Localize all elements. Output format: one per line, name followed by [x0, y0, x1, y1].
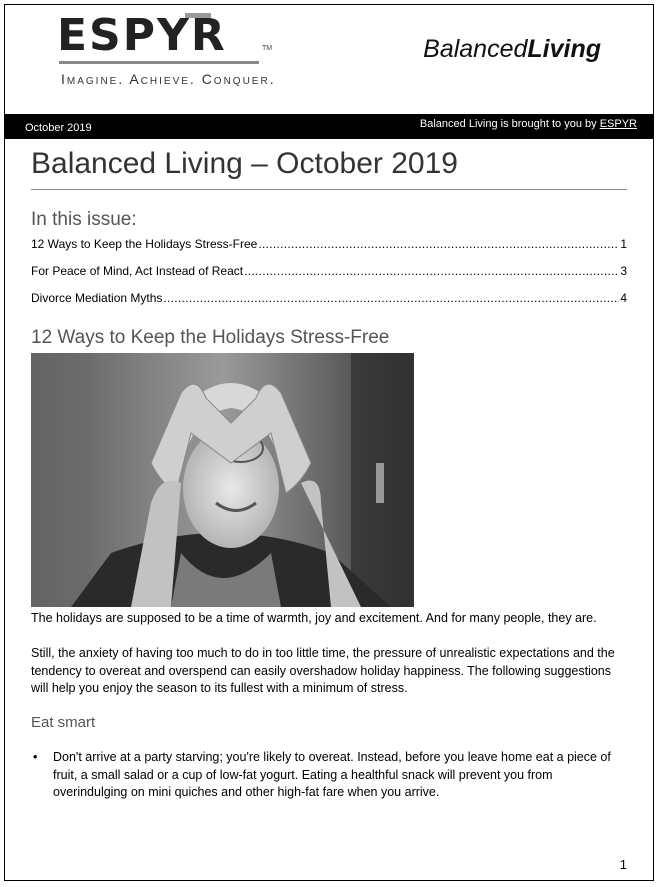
in-this-issue-heading: In this issue:	[31, 209, 137, 230]
title-divider	[31, 189, 627, 190]
logo-underline	[59, 61, 259, 64]
logo-trademark: TM	[262, 45, 273, 52]
article-heading: 12 Ways to Keep the Holidays Stress-Free	[31, 327, 390, 348]
article-photo	[31, 353, 414, 607]
toc-item-title: 12 Ways to Keep the Holidays Stress-Free	[31, 237, 258, 251]
espyr-logo	[57, 11, 277, 93]
page-number: 1	[619, 857, 627, 872]
table-of-contents	[31, 237, 627, 318]
subsection-heading: Eat smart	[31, 714, 96, 731]
page-title: Balanced Living – October 2019	[31, 147, 458, 180]
brand-suffix: Living	[527, 35, 601, 63]
balanced-living-brand	[423, 35, 601, 64]
article-paragraph: The holidays are supposed to be a time of warmth, joy and excitement. And for many people, they are.	[31, 611, 597, 625]
banner-notice-text: Balanced Living is brought to you by	[419, 118, 597, 130]
header-banner	[5, 114, 653, 139]
brand-prefix: Balanced	[423, 35, 528, 63]
toc-item-page: 1	[620, 237, 627, 251]
toc-item[interactable]	[31, 291, 627, 318]
espyr-link[interactable]: ESPYR	[599, 118, 637, 130]
toc-leader	[244, 264, 619, 278]
bullet-marker: •	[33, 750, 38, 764]
logo-tagline: Imagine. Achieve. Conquer.	[61, 71, 276, 87]
toc-leader	[258, 237, 619, 251]
banner-date: October 2019	[25, 122, 92, 134]
toc-item[interactable]	[31, 237, 627, 264]
logo-wordmark: ESPYR	[57, 10, 227, 61]
banner-notice	[420, 118, 637, 130]
toc-leader	[163, 291, 619, 305]
toc-item-page: 3	[620, 264, 627, 278]
toc-item-page: 4	[620, 291, 627, 305]
toc-item-title: Divorce Mediation Myths	[31, 291, 163, 305]
article-paragraph: Still, the anxiety of having too much to do in too little time, the pressure of unrealistic expectations and the tendency to overeat and overspend can easily overshadow holiday happiness. The following suggestions will help you enjoy the season to its fullest with a minimum of stress.	[31, 646, 615, 695]
list-item-text: Don't arrive at a party starving; you're likely to overeat. Instead, before you leave home eat a piece of fruit, a small salad or a cup of low-fat yogurt. Eating a healthful snack will prevent you from overindulging on mini quiches and other high-fat fare when you arrive.	[53, 750, 611, 799]
heart-hands-photo	[31, 353, 414, 607]
newsletter-page	[4, 4, 654, 881]
toc-item-title: For Peace of Mind, Act Instead of React	[31, 264, 244, 278]
toc-item[interactable]	[31, 264, 627, 291]
